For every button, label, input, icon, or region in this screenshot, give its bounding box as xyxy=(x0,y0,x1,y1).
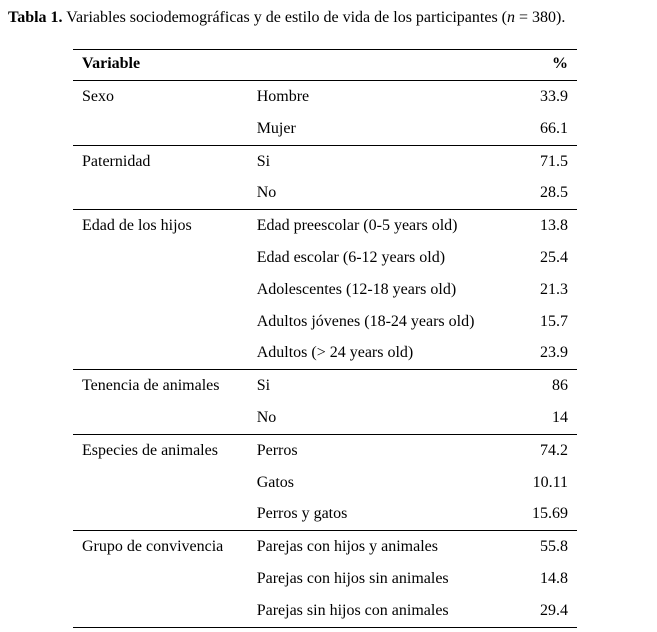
variable-cell: Grupo de convivencia xyxy=(73,531,257,563)
variable-cell xyxy=(73,563,257,595)
variable-cell xyxy=(73,595,257,627)
category-cell: Adultos (> 24 years old) xyxy=(256,344,414,362)
category-cell: No xyxy=(256,408,277,426)
category-cell: Perros xyxy=(257,434,510,466)
caption-label: Tabla 1. xyxy=(8,9,63,26)
percent-cell: 21.3 xyxy=(540,280,568,298)
variable-cell xyxy=(73,402,257,434)
table-row xyxy=(73,434,577,466)
percent-cell: 25.4 xyxy=(540,248,568,266)
category-cell: Adolescentes (12-18 years old) xyxy=(256,280,457,298)
percent-cell: 71.5 xyxy=(509,145,577,177)
variable-cell xyxy=(73,274,257,306)
header-percent: % xyxy=(509,50,577,81)
table-row xyxy=(73,113,577,145)
percent-cell: 15.7 xyxy=(540,312,568,330)
variable-cell xyxy=(73,467,257,499)
table-row xyxy=(73,210,577,242)
percent-cell: 14.8 xyxy=(540,569,568,587)
variable-cell xyxy=(73,306,257,338)
category-cell: Adultos jóvenes (18-24 years old) xyxy=(256,312,475,330)
table-row xyxy=(73,274,577,306)
table-row xyxy=(73,402,577,434)
table-row xyxy=(73,177,577,209)
header-row xyxy=(73,50,577,81)
category-cell: Perros y gatos xyxy=(256,505,348,523)
demographics-table xyxy=(73,49,577,628)
table-row xyxy=(73,467,577,499)
variable-cell: Paternidad xyxy=(73,145,257,177)
table-container xyxy=(73,49,577,628)
table-body xyxy=(73,81,577,628)
percent-cell: 14 xyxy=(552,408,568,426)
header-category xyxy=(257,50,510,81)
percent-cell: 28.5 xyxy=(540,184,568,202)
percent-cell: 66.1 xyxy=(540,119,568,137)
percent-cell: 10.11 xyxy=(532,473,568,491)
caption-text: Variables sociodemográficas y de estilo de vida de los participantes ( xyxy=(62,9,507,26)
percent-cell: 74.2 xyxy=(509,434,577,466)
category-cell: Hombre xyxy=(256,88,310,105)
table-row xyxy=(73,242,577,274)
table-row xyxy=(73,498,577,530)
variable-cell: Tenencia de animales xyxy=(73,370,257,402)
table-row xyxy=(73,563,577,595)
percent-cell: 23.9 xyxy=(540,344,568,362)
table-caption xyxy=(8,9,565,27)
table-row xyxy=(73,337,577,369)
table-row xyxy=(73,531,577,563)
category-cell: Parejas con hijos sin animales xyxy=(256,569,449,587)
percent-cell: 86 xyxy=(509,370,577,402)
percent-cell: 15.69 xyxy=(532,505,568,523)
percent-cell: 55.8 xyxy=(509,531,577,563)
variable-cell xyxy=(73,337,257,369)
category-cell: Edad preescolar (0-5 years old) xyxy=(257,210,510,242)
table-row xyxy=(73,145,577,177)
table-row xyxy=(73,306,577,338)
category-cell: Gatos xyxy=(256,473,295,491)
caption-n-symbol: n xyxy=(507,9,515,26)
category-cell: No xyxy=(256,184,277,202)
variable-cell xyxy=(73,498,257,530)
variable-cell: Especies de animales xyxy=(73,434,257,466)
category-cell: Si xyxy=(257,370,510,402)
table-row xyxy=(73,81,577,113)
variable-cell: Sexo xyxy=(82,88,114,105)
category-cell: Parejas con hijos y animales xyxy=(257,531,510,563)
percent-cell: 13.8 xyxy=(509,210,577,242)
table-row xyxy=(73,370,577,402)
variable-cell xyxy=(73,242,257,274)
variable-cell xyxy=(73,177,257,209)
category-cell: Mujer xyxy=(256,119,296,137)
caption-text-end: = 380). xyxy=(515,9,566,26)
percent-cell: 29.4 xyxy=(509,595,577,627)
percent-cell: 33.9 xyxy=(540,88,568,105)
variable-cell xyxy=(73,113,257,145)
category-cell: Parejas sin hijos con animales xyxy=(257,595,510,627)
variable-cell: Edad de los hijos xyxy=(73,210,257,242)
table-row xyxy=(73,595,577,627)
header-variable: Variable xyxy=(73,50,257,81)
category-cell: Edad escolar (6-12 years old) xyxy=(256,248,446,266)
category-cell: Si xyxy=(257,145,510,177)
